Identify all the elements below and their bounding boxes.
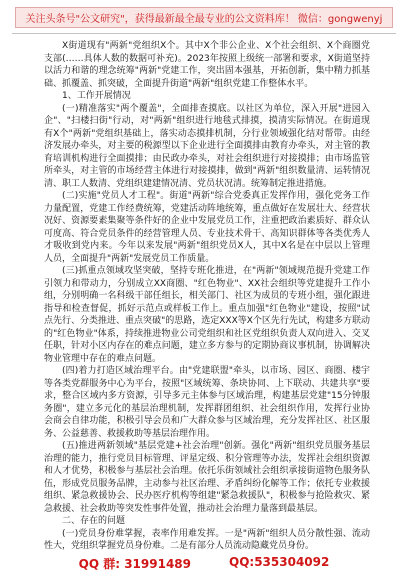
paragraph-1-1: (一)精准落实"两个覆盖"，全面排查摸底。以社区为单位，深入开展"进园入企"、"扫楼扫街"行动，对"两新"组织进行地毯式排摸，摸清实际情况。在街道现有X个"两新"党组织基础上，落实动态摸排机制，分行业领域强化结对帮带。由经济发展办牵头，对主要的税源型以下企业进行全面摸排由教育办牵头，对主管的教育培训机构进行全面摸排；由民政办牵头，对社会组织进行对接摸排；由市场监管所牵头，对主管的市场经营主体进行对接摸排，做到"两新"组织数量清、运转情况清、职工人数清、党组织建建情况清、党员状况清。统筹制定推进措施。 xyxy=(44,103,370,189)
banner-notice: 关注头条号"公文研究"，获得最新最全最专业的公文资料库！ 微信：gongwenyj xyxy=(15,7,394,28)
paragraph-1-4: (四)着力打造区域治理平台。由"党建联盟"牵头，以市场、园区、商圈、楼宇等各类党群服务中心为平台，按照"区域统筹、条块协同、上下联动、共建共享"要求，整合区域内多方资源，引导多元主体参与区域治理，构建基层党建"15分钟服务圈"，建立多元化的基层治理机制，发挥群团组织、社会组织作用，发挥行业协会商会自律功能，积极引导会员和广大群众参与区域治理，充分发挥社区、社区服务、公益慈善、救援救助等基层治理作用。 xyxy=(44,366,370,439)
qq-group-text: QQ 群: 31991489 xyxy=(78,557,191,571)
paragraph-2-1: (一)党员身份难掌握，表率作用难发挥。一是"两新"组织人员分散性强、流动性大，党组织掌握党员身份难。二是有部分人员流动隐藏党员身份。 xyxy=(44,528,370,550)
paragraph-1-5: (五)推进两新领域"基层党建+社会治理"创新。强化"两新"组织党员服务基层治理的能力，推行党员目标管理、评星定级、积分管理等办法，发挥社会组织资源和人才优势，积极参与基层社会治理。依托乐街领域社会组织承接街道物色服务队伍，形成党员服务品牌，主动参与社区治理、矛盾纠纷化解等工作；依托专业救援组织、紧急救援协会、民办医疗机构等组建"紧急救援队"，积极参与抢险救灾、紧急救援、社会救助等突发性事件处置，推动社会治理力量落到最基层。 xyxy=(44,441,370,514)
header-divider xyxy=(12,33,396,34)
paragraph-1-2: (二)实施"党员人才工程"。街道"两新"综合党委真正发挥作用，强化党务工作力量配置，党建工作经费统筹，党建活动阵地统筹，重点做好在发展壮大、经营状况好、资源要素集聚等条件好的企业中发展党员工作，注重把政治素质好、群众认可度高、符合党员条件的经营管理人员、专业技术骨干、高知识群体等各类优秀人才吸收到党内来。今年以来发展"两新"组织党员X人，其中X名是在中层以上管理人员，全面提升"两新"发展党员工作质量。 xyxy=(44,191,370,264)
intro-paragraph: X街道现有"两新"党组织X个。其中X个非公企业、X个社会组织、X个商圈党支部(……具体人数的数据可补充)。2023年按照上级统一部署和要求，X街道坚持以活力和谐的理念统筹"两新"党建工作，突出固本强基，开拓创新，集中精力抓基础、抓覆盖、抓突破，全面提升街道"两新"组织党建工作整体水平。 xyxy=(44,41,370,89)
qq-contact-text: QQ:535304092 xyxy=(229,555,330,569)
document-body xyxy=(44,40,370,550)
section-heading-2: 二、存在的问题 xyxy=(62,516,126,526)
section-heading-1: 1、工作开展情况 xyxy=(62,91,131,101)
footer-contacts xyxy=(0,555,408,572)
top-banner xyxy=(0,4,408,30)
paragraph-1-3: (三)抓重点领域攻坚突破，坚持专班化推进，在"两新"领域规范提升党建工作引领力和带动力，分别成立XX商圈、"红色物业"、XX社会组织等党建提升工作小组，分别明确一名科级干部任组长，相关部门、社区为成员的专班小组，强化跟进指导和检查督促，抓好示范点或样板工作上。重点加强"红色物业"建设，按照"试点先行、分类推进、重点突破"的思路，选定XXX等X个区先行先试，构建多方联动的"红色物业"体系，持续推进物业公司党组织和社区党组织负责人双向进入、交叉任职，针对小区内存在的难点问题，建立多方参与的定期协商议事机制，协调解决物业管理中存在的难点问题。 xyxy=(44,266,370,364)
